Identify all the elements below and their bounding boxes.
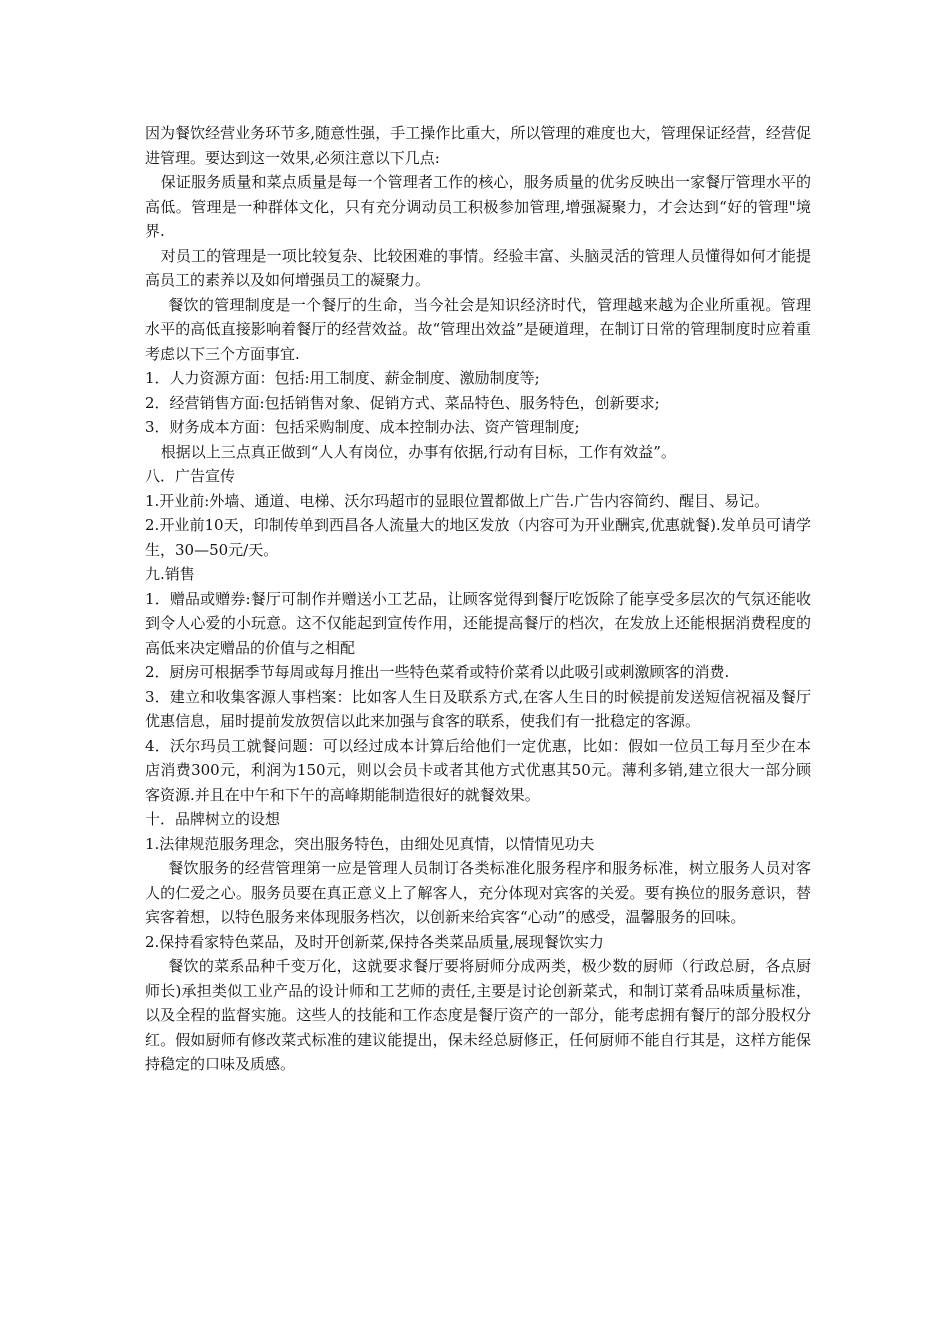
paragraph-sales-1: 1．赠品或赠券:餐厅可制作并赠送小工艺品，让顾客觉得到餐厅吃饭除了能享受多层次的气氛还能收到令人心爱的小玩意。这不仅能起到宣传作用，还能提高餐厅的档次，在发放上还能根据消费程度的高低来决定赠品的价值与之相配 — [145, 589, 811, 657]
paragraph-ad-2: 2.开业前10天，印制传单到西昌各人流量大的地区发放（内容可为开业酬宾,优惠就餐).发单员可请学生，30—50元/天。 — [145, 516, 811, 559]
paragraph-sales-2: 2．厨房可根据季节每周或每月推出一些特色菜肴或特价菜肴以此吸引或刺激顾客的消费. — [145, 663, 730, 681]
paragraph-brand-1-body: 餐饮服务的经营管理第一应是管理人员制订各类标准化服务程序和服务标准，树立服务人员对客人的仁爱之心。服务员要在真正意义上了解客人，充分体现对宾客的关爱。要有换位的服务意识，替宾客着想，以特色服务来体现服务档次，以创新来给宾客“心动”的感受，温馨服务的回味。 — [145, 859, 811, 926]
paragraph-sales-4: 4．沃尔玛员工就餐问题：可以经过成本计算后给他们一定优惠，比如：假如一位员工每月至少在本店消费300元，利润为150元，则以会员卡或者其他方式优惠其50元。薄利多销,建立很大一部分顾客资源.并且在中午和下午的高峰期能制造很好的就餐效果。 — [145, 736, 811, 804]
paragraph-summary: 根据以上三点真正做到“人人有岗位，办事有依据,行动有目标，工作有效益”。 — [160, 442, 676, 461]
list-item-sales: 2．经营销售方面:包括销售对象、促销方式、菜品特色、服务特色，创新要求; — [145, 393, 660, 412]
paragraph-brand-2-body: 餐饮的菜系品种千变万化，这就要求餐厅要将厨师分成两类，极少数的厨师（行政总厨，各点厨师长)承担类似工业产品的设计师和工艺师的责任,主要是讨论创新菜式，和制订菜肴品味质量标准，以及全程的监督实施。这些人的技能和工作态度是餐厅资产的一部分，能考虑拥有餐厅的部分股权分红。假如厨师有修改菜式标准的建议能提出，保未经总厨修正，任何厨师不能自行其是，这样方能保持稳定的口味及质感。 — [145, 957, 811, 1073]
paragraph-brand-1-title: 1.法律规范服务理念，突出服务特色，由细处见真情，以情情见功夫 — [145, 834, 595, 853]
list-item-human-resources: 1．人力资源方面：包括:用工制度、薪金制度、激励制度等; — [145, 369, 540, 387]
paragraph-brand-2-title: 2.保持看家特色菜品，及时开创新菜,保持各类菜品质量,展现餐饮实力 — [145, 932, 604, 951]
paragraph-service-quality: 保证服务质量和菜点质量是每一个管理者工作的核心，服务质量的优劣反映出一家餐厅管理水平的高低。管理是一种群体文化，只有充分调动员工积极参加管理,增强凝聚力，才会达到“好的管理"境界. — [145, 173, 811, 240]
paragraph-staff-management: 对员工的管理是一项比较复杂、比较困难的事情。经验丰富、头脑灵活的管理人员懂得如何才能提高员工的素养以及如何增强员工的凝聚力。 — [145, 246, 811, 289]
section-heading-advertising: 八．广告宣传 — [145, 467, 236, 485]
paragraph-intro: 因为餐饮经营业务环节多,随意性强，手工操作比重大，所以管理的难度也大，管理保证经营，经营促进管理。要达到这一效果,必须注意以下几点: — [145, 124, 811, 167]
paragraph-sales-3: 3．建立和收集客源人事档案：比如客人生日及联系方式,在客人生日的时候提前发送短信祝福及餐厅优惠信息，届时提前发放贺信以此来加强与食客的联系，使我们有一批稳定的客源。 — [145, 687, 811, 730]
section-heading-sales: 九.销售 — [145, 565, 195, 583]
paragraph-ad-1: 1.开业前:外墙、通道、电梯、沃尔玛超市的显眼位置都做上广告.广告内容简约、醒目、易记。 — [145, 491, 770, 510]
section-heading-brand: 十．品牌树立的设想 — [145, 810, 281, 828]
paragraph-management-system: 餐饮的管理制度是一个餐厅的生命，当今社会是知识经济时代，管理越来越为企业所重视。管理水平的高低直接影响着餐厅的经营效益。故“管理出效益”是硬道理，在制订日常的管理制度时应着重考虑以下三个方面事宜. — [145, 295, 811, 363]
document-body — [145, 121, 811, 1077]
list-item-finance: 3．财务成本方面：包括采购制度、成本控制办法、资产管理制度; — [145, 418, 580, 436]
